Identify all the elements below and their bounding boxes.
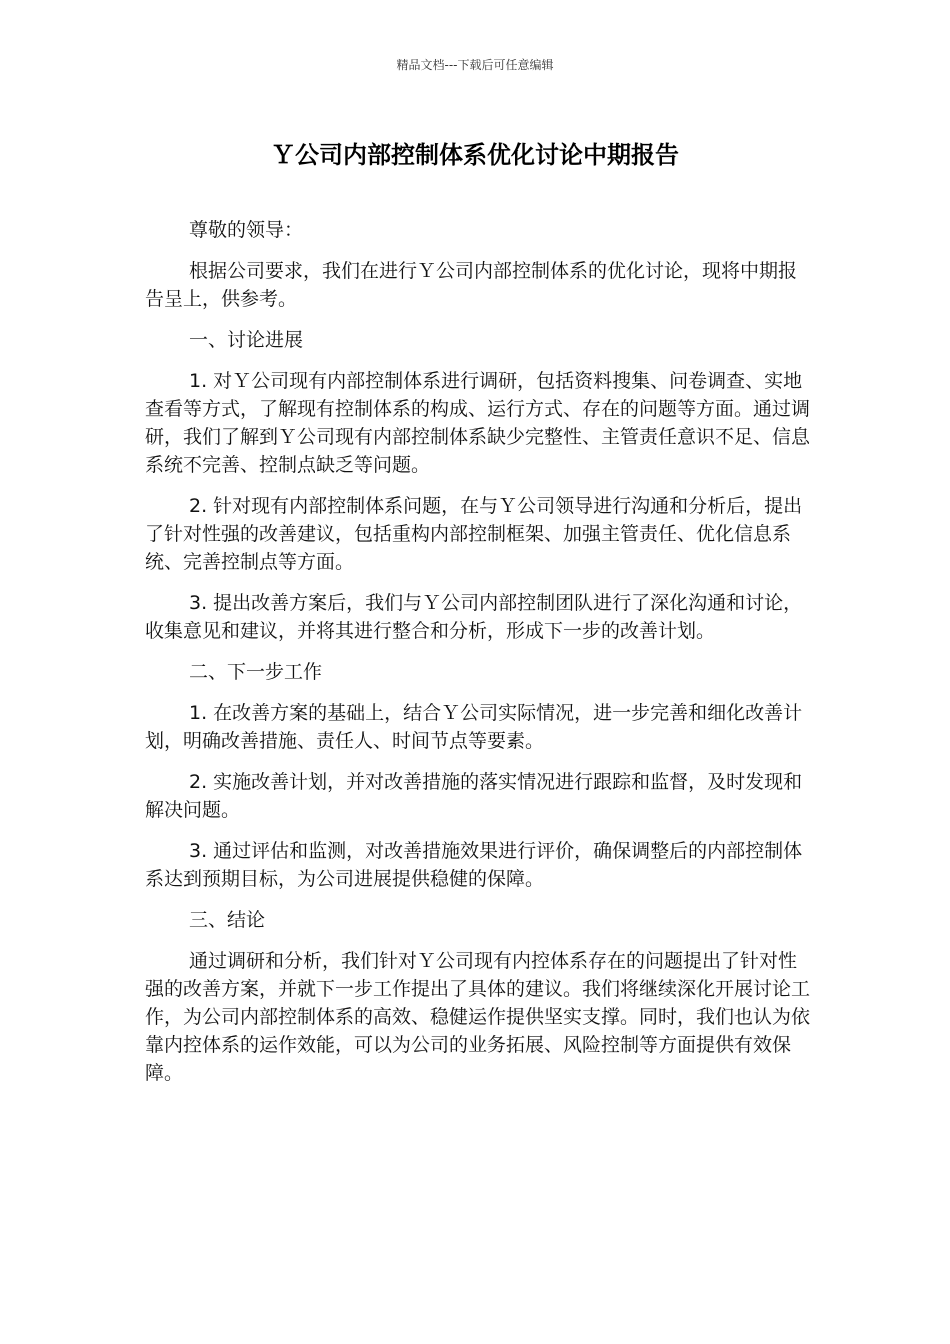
header-note: 精品文档---下载后可任意编辑 bbox=[396, 58, 554, 72]
progress-item-1: 1. 对Ｙ公司现有内部控制体系进行调研，包括资料搜集、问卷调查、实地查看等方式，了解现有控制体系的构成、运行方式、存在的问题等方面。通过调研，我们了解到Ｙ公司现有内部控制体系缺少完整性、主管责任意识不足、信息系统不完善、控制点缺乏等问题。 bbox=[145, 370, 811, 476]
conclusion-paragraph: 通过调研和分析，我们针对Ｙ公司现有内控体系存在的问题提出了针对性强的改善方案，并就下一步工作提出了具体的建议。我们将继续深化开展讨论工作，为公司内部控制体系的高效、稳健运作提供坚实支撑。同时，我们也认为依靠内控体系的运作效能，可以为公司的业务拓展、风险控制等方面提供有效保障。 bbox=[145, 950, 811, 1084]
section-heading-next-steps: 二、下一步工作 bbox=[189, 661, 323, 683]
next-step-item-2: 2. 实施改善计划，并对改善措施的落实情况进行跟踪和监督，及时发现和解决问题。 bbox=[145, 771, 803, 821]
intro-paragraph: 根据公司要求，我们在进行Ｙ公司内部控制体系的优化讨论，现将中期报告呈上，供参考。 bbox=[145, 260, 798, 310]
section-heading-conclusion: 三、结论 bbox=[189, 909, 266, 931]
next-step-item-1: 1. 在改善方案的基础上，结合Ｙ公司实际情况，进一步完善和细化改善计划，明确改善措施、责任人、时间节点等要素。 bbox=[145, 702, 803, 752]
progress-item-2: 2. 针对现有内部控制体系问题，在与Ｙ公司领导进行沟通和分析后，提出了针对性强的改善建议，包括重构内部控制框架、加强主管责任、优化信息系统、完善控制点等方面。 bbox=[145, 495, 803, 573]
document-body bbox=[145, 216, 813, 1100]
section-heading-progress: 一、讨论进展 bbox=[189, 329, 304, 351]
progress-item-3: 3. 提出改善方案后，我们与Ｙ公司内部控制团队进行了深化沟通和讨论，收集意见和建议，并将其进行整合和分析，形成下一步的改善计划。 bbox=[145, 592, 803, 642]
document-title: Ｙ公司内部控制体系优化讨论中期报告 bbox=[271, 141, 679, 169]
next-step-item-3: 3. 通过评估和监测，对改善措施效果进行评价，确保调整后的内部控制体系达到预期目标，为公司进展提供稳健的保障。 bbox=[145, 840, 803, 890]
salutation: 尊敬的领导： bbox=[189, 219, 304, 241]
